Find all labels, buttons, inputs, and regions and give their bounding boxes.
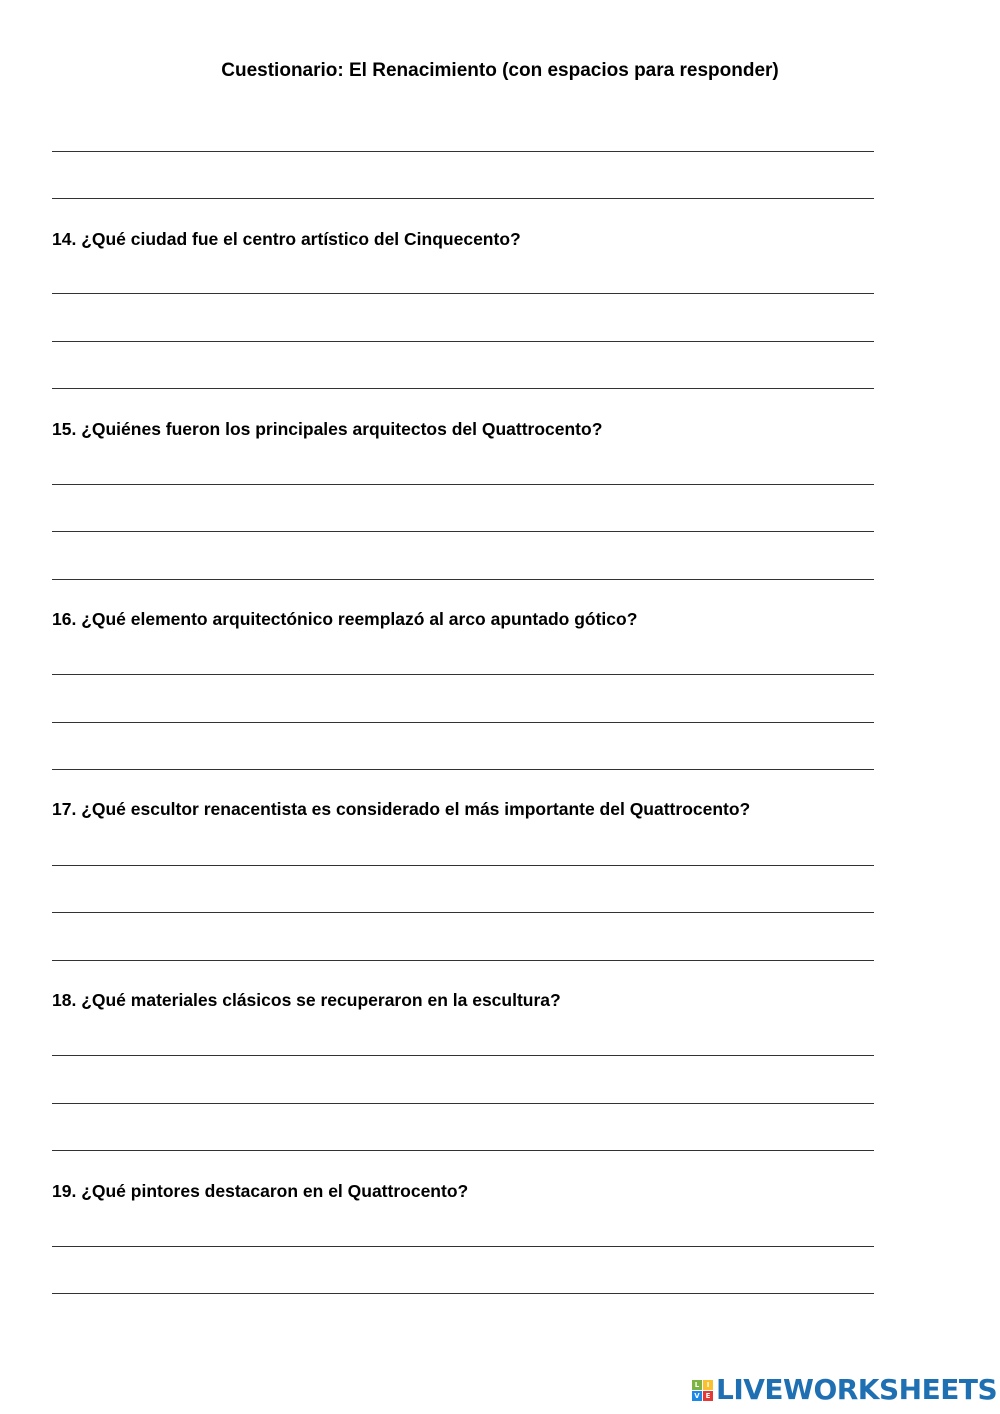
logo-mark-l: L	[692, 1380, 702, 1390]
answer-line[interactable]	[52, 865, 874, 866]
answer-line[interactable]	[52, 769, 874, 770]
question-16: 16. ¿Qué elemento arquitectónico reemplazó al arco apuntado gótico?	[52, 609, 638, 629]
answer-line[interactable]	[52, 1246, 874, 1247]
answer-line[interactable]	[52, 484, 874, 485]
answer-line[interactable]	[52, 151, 874, 152]
question-18: 18. ¿Qué materiales clásicos se recuperaron en la escultura?	[52, 990, 561, 1010]
question-19: 19. ¿Qué pintores destacaron en el Quattrocento?	[52, 1181, 469, 1201]
logo-text: LIVEWORKSHEETS	[716, 1373, 998, 1406]
answer-line[interactable]	[52, 1293, 874, 1294]
answer-line[interactable]	[52, 293, 874, 294]
question-15: 15. ¿Quiénes fueron los principales arquitectos del Quattrocento?	[52, 419, 603, 439]
answer-line[interactable]	[52, 579, 874, 580]
answer-line[interactable]	[52, 674, 874, 675]
answer-line[interactable]	[52, 1150, 874, 1151]
answer-line[interactable]	[52, 388, 874, 389]
question-14: 14. ¿Qué ciudad fue el centro artístico del Cinquecento?	[52, 229, 521, 249]
logo-mark-i: I	[703, 1380, 713, 1390]
liveworksheets-logo[interactable]	[692, 1375, 997, 1405]
answer-line[interactable]	[52, 912, 874, 913]
answer-line[interactable]	[52, 1103, 874, 1104]
answer-line[interactable]	[52, 341, 874, 342]
answer-line[interactable]	[52, 1055, 874, 1056]
liveworksheets-logo-icon	[692, 1380, 713, 1401]
page-title: Cuestionario: El Renacimiento (con espacios para responder)	[221, 60, 779, 81]
answer-line[interactable]	[52, 960, 874, 961]
answer-line[interactable]	[52, 531, 874, 532]
logo-mark-v: V	[692, 1391, 702, 1401]
question-17: 17. ¿Qué escultor renacentista es considerado el más importante del Quattrocento?	[52, 799, 751, 819]
logo-mark-e: E	[703, 1391, 713, 1401]
answer-line[interactable]	[52, 198, 874, 199]
answer-line[interactable]	[52, 722, 874, 723]
